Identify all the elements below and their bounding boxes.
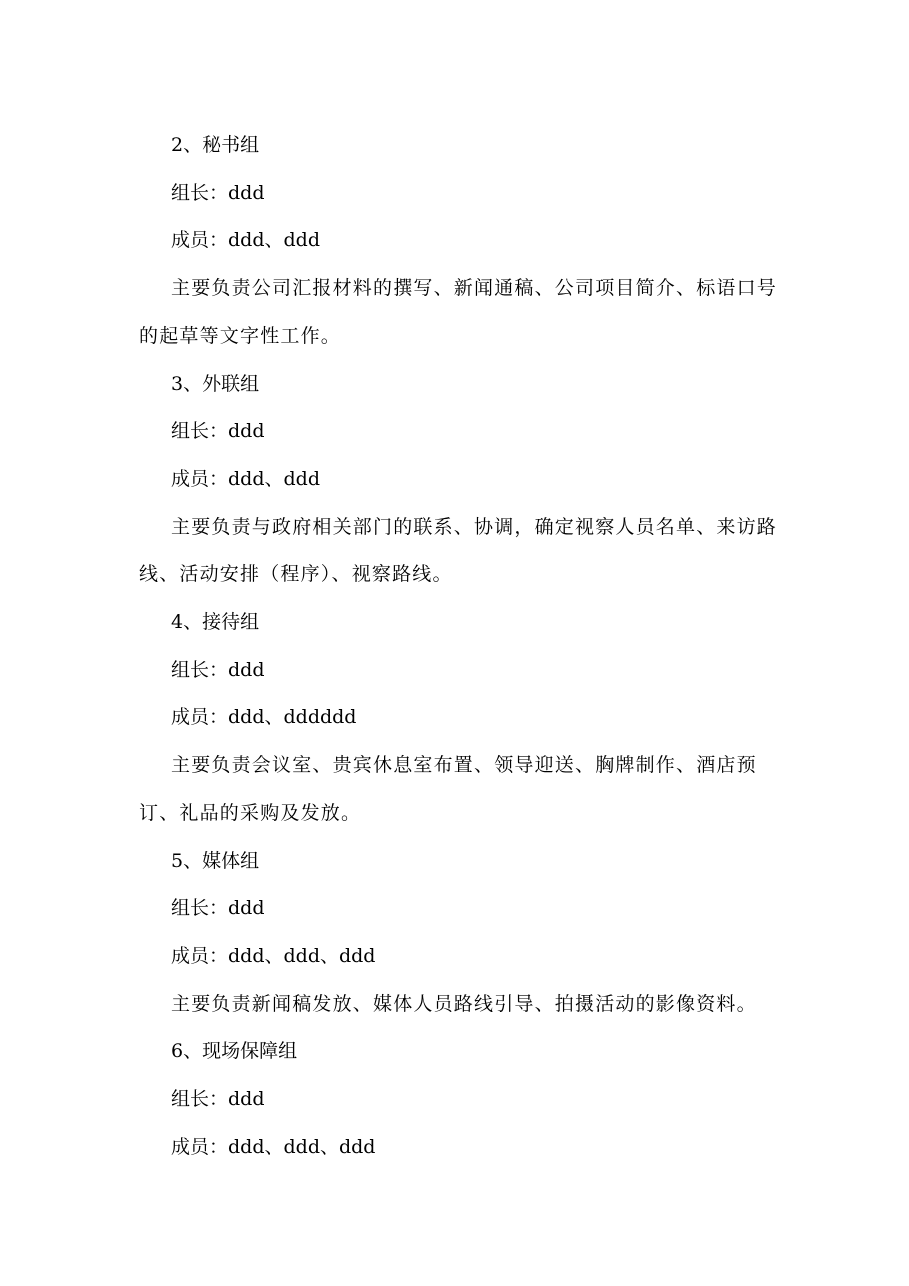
section-members: 成员：ddd、ddd (171, 229, 320, 252)
section-heading: 2、秘书组 (171, 134, 260, 156)
section-duty: 主要负责新闻稿发放、媒体人员路线引导、拍摄活动的影像资料。 (171, 992, 757, 1015)
section-heading: 4、接待组 (171, 611, 260, 634)
document-body (139, 122, 789, 1171)
section-members: 成员：ddd、ddd、ddd (171, 1135, 376, 1158)
section-duty: 主要负责与政府相关部门的联系、协调，确定视察人员名单、来访路线、活动安排（程序）、视察路线。 (139, 515, 778, 586)
section-heading: 5、媒体组 (171, 849, 260, 872)
section-leader: 组长：ddd (171, 658, 265, 681)
section-members: 成员：ddd、ddd (171, 467, 320, 490)
section-leader: 组长：ddd (171, 181, 265, 204)
section-duty: 主要负责公司汇报材料的撰写、新闻通稿、公司项目简介、标语口号的起草等文字性工作。 (139, 277, 778, 347)
section-members: 成员：ddd、dddddd (171, 706, 357, 729)
section-leader: 组长：ddd (171, 897, 265, 920)
section-duty: 主要负责会议室、贵宾休息室布置、领导迎送、胸牌制作、酒店预订、礼品的采购及发放。 (139, 754, 757, 824)
section-leader: 组长：ddd (171, 420, 265, 443)
section-members: 成员：ddd、ddd、ddd (171, 944, 376, 967)
section-heading: 6、现场保障组 (171, 1040, 298, 1063)
section-heading: 3、外联组 (171, 372, 260, 395)
section-leader: 组长：ddd (171, 1088, 265, 1111)
